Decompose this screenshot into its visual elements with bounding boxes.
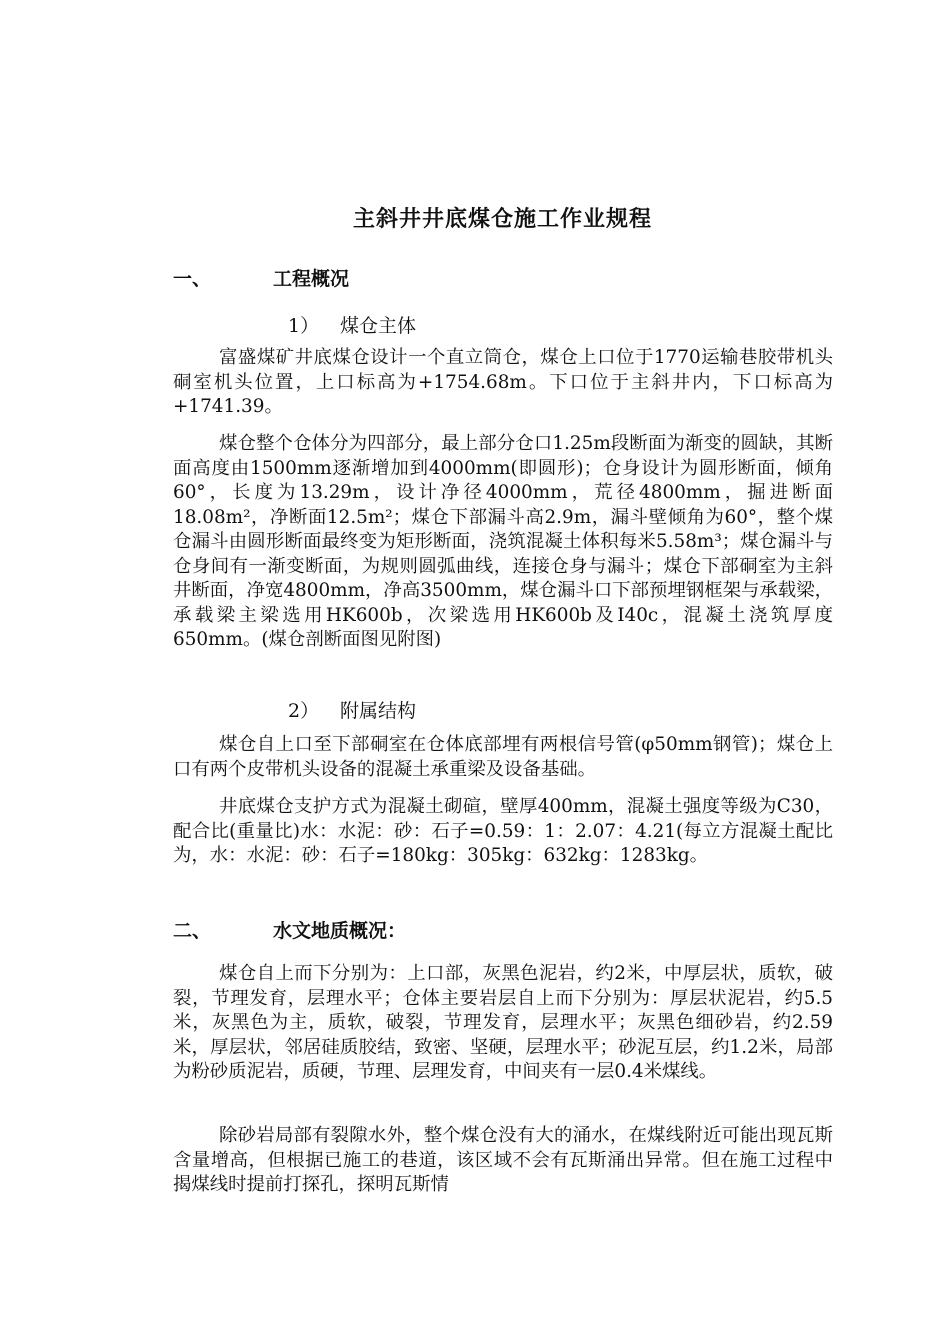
paragraph: 井底煤仓支护方式为混凝土砌碹，壁厚400mm，混凝土强度等级为C30，配合比(重量比)水：水泥：砂：石子=0.59：1：2.07：4.21(每立方混凝土配比为，水：水泥：砂：石子=180kg：305kg：632kg：1283kg。: [173, 796, 833, 866]
section-number: 一、: [173, 268, 212, 290]
subsection-number: 1）: [288, 315, 320, 337]
paragraph: 煤仓自上口至下部硐室在仓体底部埋有两根信号管(φ50mm钢管)；煤仓上口有两个皮带机头设备的混凝土承重梁及设备基础。: [173, 734, 833, 780]
subsection-heading-1: [288, 311, 416, 338]
subsection-heading-2: [288, 696, 416, 723]
paragraph: 富盛煤矿井底煤仓设计一个直立筒仓，煤仓上口位于1770运输巷胶带机头硐室机头位置，上口标高为+1754.68m。下口位于主斜井内，下口标高为+1741.39。: [173, 347, 833, 417]
subsection-title: 附属结构: [340, 700, 417, 722]
section-title: 水文地质概况：: [273, 920, 407, 942]
section-title: 工程概况: [273, 268, 350, 290]
document-title: 主斜井井底煤仓施工作业规程: [352, 207, 652, 232]
section-heading-1: [173, 264, 349, 291]
subsection-number: 2）: [288, 700, 320, 722]
paragraph: 煤仓自上而下分别为：上口部，灰黑色泥岩，约2米，中厚层状，质软，破裂，节理发育，层理水平；仓体主要岩层自上而下分别为：厚层状泥岩，约5.5米，灰黑色为主，质软，破裂，节理发育，层理水平；灰黑色细砂岩，约2.59米，厚层状，邻居硅质胶结，致密、坚硬，层理水平；砂泥互层，约1.2米，局部为粉砂质泥岩，质硬，节理、层理发育，中间夹有一层0.4米煤线。: [173, 963, 833, 1082]
paragraph: 除砂岩局部有裂隙水外，整个煤仓没有大的涌水，在煤线附近可能出现瓦斯含量增高，但根据已施工的巷道，该区域不会有瓦斯涌出异常。但在施工过程中揭煤线时提前打探孔，探明瓦斯情: [173, 1125, 833, 1195]
subsection-title: 煤仓主体: [340, 315, 417, 337]
section-heading-2: [173, 916, 406, 943]
paragraph: 煤仓整个仓体分为四部分，最上部分仓口1.25m段断面为渐变的圆缺，其断面高度由1500mm逐渐增加到4000mm(即圆形)；仓身设计为圆形断面，倾角60°，长度为13.29m，设计净径4000mm，荒径4800mm，掘进断面18.08m²，净断面12.5m²；煤仓下部漏斗高2.9m，漏斗壁倾角为60°，整个煤仓漏斗由圆形断面最终变为矩形断面，浇筑混凝土体积每米5.58m³；煤仓漏斗与仓身间有一渐变断面，为规则圆弧曲线，连接仓身与漏斗；煤仓下部硐室为主斜井断面，净宽4800mm，净高3500mm，煤仓漏斗口下部预埋钢框架与承载梁，承载梁主梁选用HK600b，次梁选用HK600b及I40c，混凝土浇筑厚度650mm。(煤仓剖断面图见附图): [173, 433, 833, 650]
section-number: 二、: [173, 920, 212, 942]
